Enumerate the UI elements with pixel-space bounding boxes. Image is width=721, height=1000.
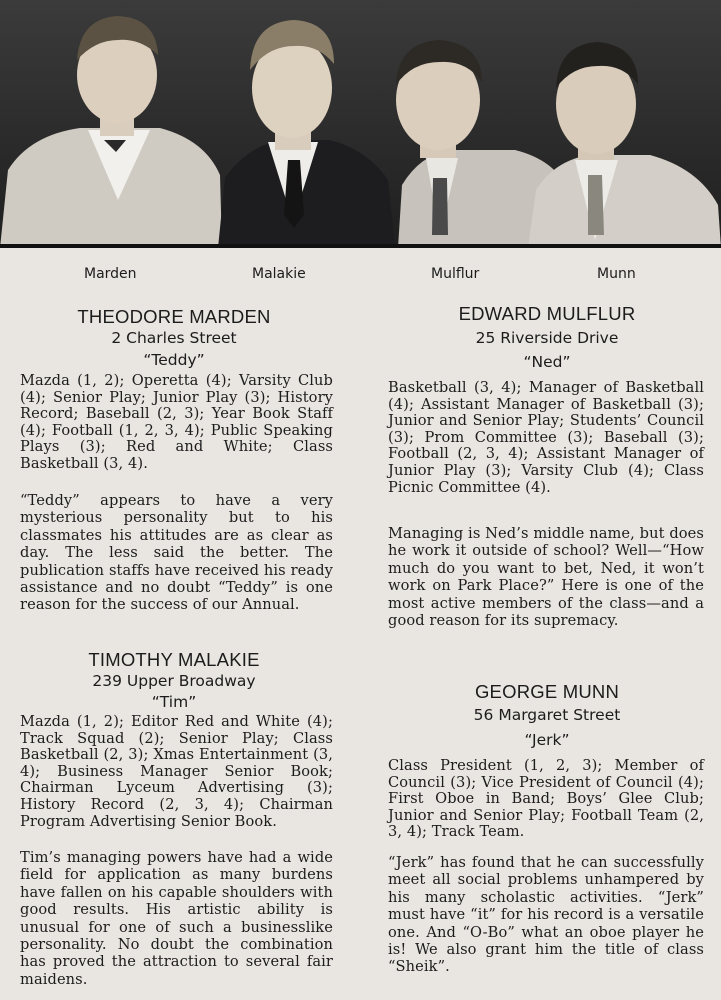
entry-name-munn: GEORGE MUNN xyxy=(474,681,620,702)
entry-name-mulflur: EDWARD MULFLUR xyxy=(458,303,636,324)
entry-address-munn: 56 Margaret Street xyxy=(473,706,621,724)
portrait-marden xyxy=(0,16,222,248)
entry-activities-munn: Class President (1, 2, 3); Member of Council (3); Vice President of Council (4); First Oboe in Band; Boys’ Glee Club; Junior and Senior Play; Football Team (2, 3, 4); Track Team. xyxy=(388,757,704,841)
entry-description-mulflur: Managing is Ned’s middle name, but does he work it outside of school? Well—“How much do you want to bet, Ned, it won’t work on Park Place?” Here is one of the most active members of the class—and a good reason for its supremacy. xyxy=(388,525,704,630)
entry-address-malakie: 239 Upper Broadway xyxy=(92,672,256,690)
entry-nickname-mulflur: “Ned” xyxy=(523,353,571,371)
portrait-munn xyxy=(528,42,721,248)
entry-activities-malakie: Mazda (1, 2); Editor Red and White (4); Track Squad (2); Senior Play; Class Basketball (2, 3); Xmas Entertainment (3, 4); Business Manager Senior Book; Chairman Lyceum Advertising (3); History Record (2, 3, 4); Chairman Program Advertising Senior Book. xyxy=(20,713,333,830)
caption-marden: Marden xyxy=(84,266,137,282)
portrait-illustration xyxy=(0,0,721,248)
entry-nickname-marden: “Teddy” xyxy=(143,351,205,369)
entry-address-marden: 2 Charles Street xyxy=(111,329,237,347)
caption-munn: Munn xyxy=(597,266,636,282)
entry-address-mulflur: 25 Riverside Drive xyxy=(475,329,619,347)
entry-nickname-munn: “Jerk” xyxy=(524,731,570,749)
entry-name-marden: THEODORE MARDEN xyxy=(77,306,271,327)
entry-description-marden: “Teddy” appears to have a very mysterious personality but to his classmates his attitudes are as clear as day. The less said the better. The publication staffs have received his ready assistance and no doubt “Teddy” is one reason for the success of our Annual. xyxy=(20,492,333,614)
entry-name-malakie: TIMOTHY MALAKIE xyxy=(88,649,260,670)
portrait-malakie xyxy=(218,20,395,248)
entry-activities-marden: Mazda (1, 2); Operetta (4); Varsity Club (4); Senior Play; Junior Play (3); History Record; Baseball (2, 3); Year Book Staff (4); Football (1, 2, 3, 4); Public Speaking Plays (3); Red and White; Class Basketball (3, 4). xyxy=(20,372,333,472)
caption-mulflur: Mulflur xyxy=(431,266,480,282)
entry-description-munn: “Jerk” has found that he can successfully meet all social problems unhampered by his many scholastic activities. “Jerk” must have “it” for his record is a versatile one. And “O-Bo” what an oboe player he is! We also grant him the title of class “Sheik”. xyxy=(388,854,704,976)
caption-malakie: Malakie xyxy=(252,266,306,282)
group-portrait xyxy=(0,0,721,248)
entry-activities-mulflur: Basketball (3, 4); Manager of Basketball (4); Assistant Manager of Basketball (3); Junior and Senior Play; Students’ Council (3); Prom Committee (3); Baseball (3); Football (2, 3, 4); Assistant Manager of Junior Play (3); Varsity Club (4); Class Picnic Committee (4). xyxy=(388,379,704,496)
entry-nickname-malakie: “Tim” xyxy=(151,693,197,711)
entry-description-malakie: Tim’s managing powers have had a wide field for application as many burdens have fallen on his capable shoulders with good results. His artistic ability is unusual for one of such a businesslike personality. No doubt the combination has proved the attraction to several fair maidens. xyxy=(20,849,333,988)
